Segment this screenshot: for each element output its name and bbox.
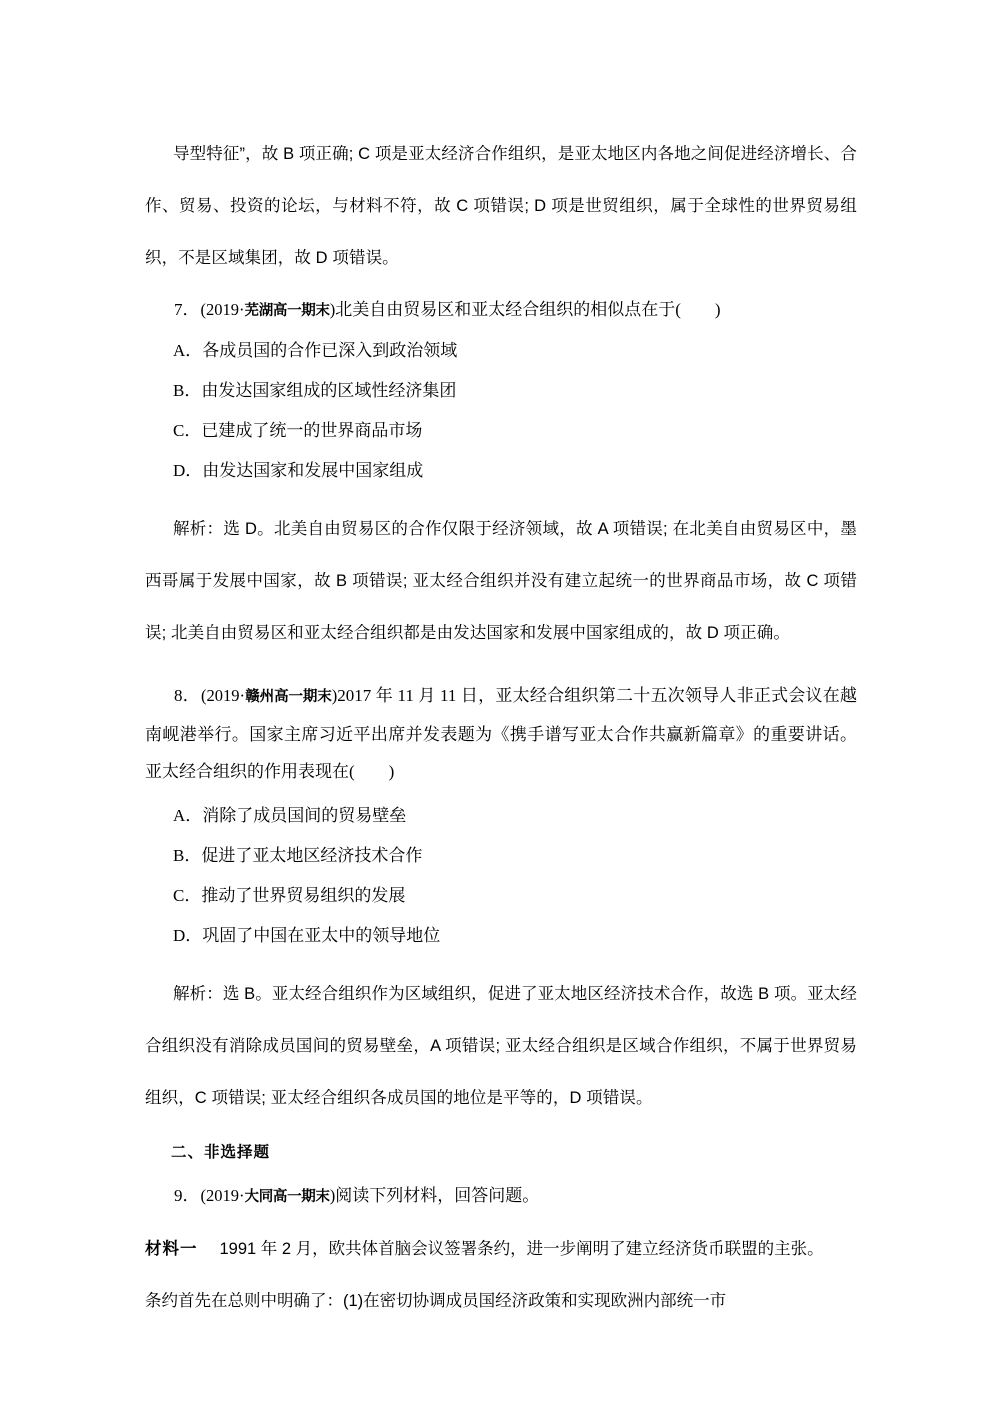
question-8-option-b[interactable]: B．促进了亚太地区经济技术合作 [173, 846, 423, 865]
material-one-label: 材料一 [145, 1240, 198, 1258]
question-7-stem-text: 北美自由贸易区和亚太经合组织的相似点在于( [335, 300, 681, 319]
question-7-option-b[interactable]: B．由发达国家组成的区域性经济集团 [173, 381, 457, 400]
question-7-source-name: 芜湖高一期末 [244, 303, 330, 319]
question-7-source-suffix: ) [329, 300, 336, 319]
question-7-stem [145, 290, 857, 331]
question-7-option-a[interactable]: A．各成员国的合作已深入到政治领域 [173, 341, 458, 360]
question-9-source-name: 大同高一期末 [244, 1189, 330, 1205]
question-8-stem-close: ) [388, 762, 395, 781]
question-7-option-c[interactable]: C．已建成了统一的世界商品市场 [173, 421, 423, 440]
section-heading-non-choice: 二、非选择题 [171, 1144, 271, 1161]
spacer [145, 1124, 857, 1136]
question-8-source-suffix: ) [331, 686, 338, 705]
question-9-stem [145, 1176, 857, 1217]
question-7-explanation: 解析：选 D。北美自由贸易区的合作仅限于经济领域，故 A 项错误; 在北美自由贸易区中，墨西哥属于发展中国家，故 B 项错误; 亚太经合组织并没有建立起统一的世界商品市场，故 C 项错误; 北美自由贸易区和亚太经合组织都是由发达国家和发展中国家组成的，故 D 项正确。 [145, 520, 857, 642]
question-7-number: 7． [174, 300, 200, 319]
question-9-material-one-line-2: 条约首先在总则中明确了：(1)在密切协调成员国经济政策和实现欧洲内部统一市 [145, 1292, 727, 1310]
question-8-option-a[interactable]: A．消除了成员国间的贸易壁垒 [173, 806, 407, 825]
question-8-option-c[interactable]: C．推动了世界贸易组织的发展 [173, 886, 406, 905]
question-8-source-name: 赣州高一期末 [244, 689, 332, 705]
question-9-number: 9． [174, 1186, 200, 1205]
spacer [145, 659, 857, 677]
spacer [145, 491, 857, 503]
question-8-number: 8． [174, 686, 200, 705]
spacer [145, 956, 857, 968]
question-9-stem-text: 阅读下列材料，回答问题。 [335, 1186, 540, 1205]
question-9-source-prefix: (2019· [200, 1186, 245, 1205]
q6-explanation-continuation: 导型特征”，故 B 项正确; C 项是亚太经济合作组织，是亚太地区内各地之间促进经济增长、合作、贸易、投资的论坛，与材料不符，故 C 项错误; D 项是世贸组织，属于全球性的世界贸易组织，不是区域集团，故 D 项错误。 [145, 145, 857, 267]
question-8-stem-text: 2017 年 11 月 11 日，亚太经合组织第二十五次领导人非正式会议在越南岘港举行。国家主席习近平出席并发表题为《携手谱写亚太合作共赢新篇章》的重要讲话。亚太经合组织的作用表现在( [145, 686, 857, 781]
question-8-stem [145, 677, 857, 790]
question-9-material-one-line-1 [145, 1223, 857, 1275]
question-9-source-suffix: ) [329, 1186, 336, 1205]
question-7-option-d[interactable]: D．由发达国家和发展中国家组成 [173, 461, 424, 480]
question-8-source-prefix: (2019· [200, 686, 245, 705]
material-one-text-1: 1991 年 2 月，欧共体首脑会议签署条约，进一步阐明了建立经济货币联盟的主张。 [219, 1240, 824, 1258]
question-7-source-prefix: (2019· [200, 300, 245, 319]
question-7-stem-close: ) [714, 300, 721, 319]
page-content [145, 128, 857, 1327]
question-8-explanation: 解析：选 B。亚太经合组织作为区域组织，促进了亚太地区经济技术合作，故选 B 项。亚太经合组织没有消除成员国间的贸易壁垒，A 项错误; 亚太经合组织是区域合作组织，不属于世界贸易组织，C 项错误; 亚太经合组织各成员国的地位是平等的，D 项错误。 [145, 985, 857, 1107]
question-8-option-d[interactable]: D．巩固了中国在亚太中的领导地位 [173, 926, 441, 945]
